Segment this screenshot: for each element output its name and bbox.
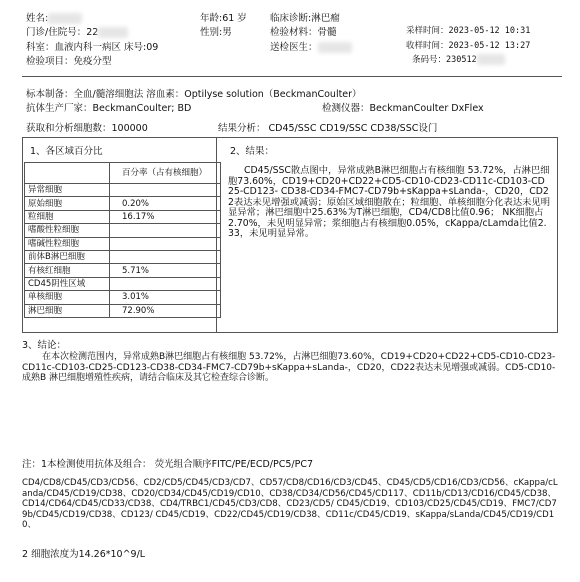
section-box-bottom: [22, 332, 558, 333]
table-row: [25, 291, 221, 304]
sender-doctor-label: [270, 39, 352, 53]
row-value: [110, 224, 221, 237]
row-name: 嗜碱性粒细胞: [25, 237, 110, 250]
test-item-label: 检验项目：免疫分型: [26, 56, 112, 67]
section-box-left: [22, 137, 23, 333]
row-name: CD45阴性区域: [25, 277, 110, 290]
row-name: 原始细胞: [25, 197, 110, 210]
conclusion-paragraph: 在本次检测范围内，异常成熟B淋巴细胞占有核细胞 53.72%，占淋巴细胞73.60%，CD19+CD20+CD22+CD5-CD10-CD23-CD11c-CD103-CD25-CD123-CD38-CD34-FMC7-CD79b+sKappa+sLanda-，CD20，CD22表达未见增强或减弱。CD5-CD10-成熟B 淋巴细胞增殖性疾病，请结合临床及其它检查综合诊断。: [22, 352, 556, 383]
row-name: 粒细胞: [25, 210, 110, 223]
table-row: [25, 304, 221, 317]
analysis-line: 结果分析： CD45/SSC CD19/SSC CD38/SSC设门: [218, 123, 438, 134]
row-name: 异常细胞: [25, 184, 110, 197]
table-header-cell: 百分率（占有核细胞）: [110, 163, 221, 184]
sample-prep-line: 标本制备：全血/髓溶细胞法 溶血素：Optilyse solution（BeckmanCoulter）: [26, 89, 362, 100]
table-header-empty-cell: [25, 163, 110, 184]
row-value: 3.01%: [110, 291, 221, 304]
row-value: [110, 237, 221, 250]
material-label: 检验材料：骨髓: [270, 27, 337, 38]
region-percentage-table: [24, 162, 221, 318]
table-row: [25, 210, 221, 223]
table-row: [25, 237, 221, 250]
collect-time-label: 采样时间：2023-05-12 10:31: [406, 26, 531, 36]
row-value: [110, 277, 221, 290]
id-label-text: 门诊/住院号：22: [26, 27, 99, 38]
table-row: [25, 264, 221, 277]
row-name: 淋巴细胞: [25, 304, 110, 317]
row-name: 嗜酸性粒细胞: [25, 224, 110, 237]
results-paragraph: CD45/SSC散点图中，异常成熟B淋巴细胞占有核细胞 53.72%，占淋巴细胞73.60%，CD19+CD20+CD22+CD5-CD10-CD23-CD11c-CD103-CD25-CD123- CD38-CD34-FMC7-CD79b+sKappa+sLanda-，CD20，CD22表达未见增强或减弱；原始区域细胞散在；粒细胞、单核细胞分化表达未见明显异常；淋巴细胞中25.63%为T淋巴细胞，CD4/CD8比值0.96； NK细胞占2.70%，未见明显异常；浆细胞占有核细胞0.05%，cKappa/cLamda比值2.33，未见明显异常。: [228, 165, 551, 239]
barcode-text: 条码号：230512: [412, 55, 477, 65]
note1-title: 注：1本检测使用抗体及组合： 荧光组合顺序FITC/PE/ECD/PC5/PC7: [22, 459, 314, 470]
table-row: [25, 250, 221, 263]
redacted-id: [98, 27, 128, 38]
note2-cell-concentration: 2 细胞浓度为14.26*10^9/L: [22, 549, 146, 560]
row-value: 72.90%: [110, 304, 221, 317]
redacted-barcode: [477, 54, 505, 65]
table-row: [25, 277, 221, 290]
table-header-row: [25, 163, 221, 184]
header-divider: [22, 76, 562, 77]
diagnosis-label: 临床诊断:淋巴瘤: [270, 13, 340, 24]
section-box-right: [557, 137, 558, 333]
age-label: 年龄:61 岁: [200, 13, 247, 24]
row-name: 单核细胞: [25, 291, 110, 304]
row-name: 有核红细胞: [25, 264, 110, 277]
sender-label-text: 送检医生：: [270, 42, 318, 53]
barcode-label: [412, 53, 505, 65]
table-row: [25, 184, 221, 197]
redacted-doctor: [318, 42, 352, 53]
row-name: 前体B淋巴细胞: [25, 250, 110, 263]
table-row: [25, 197, 221, 210]
row-value: 16.17%: [110, 210, 221, 223]
row-value: 0.20%: [110, 197, 221, 210]
cells-count-line: 获取和分析细胞数：100000: [26, 123, 148, 134]
name-label-text: 姓名:: [26, 13, 49, 24]
section-box-top: [22, 137, 558, 138]
section1-title: 1、各区域百分比: [30, 146, 103, 157]
antibody-maker-line: 抗体生产厂家：BeckmanCoulter; BD: [26, 103, 192, 114]
row-value: [110, 184, 221, 197]
row-value: [110, 250, 221, 263]
instrument-line: 检测仪器：BeckmanCoulter DxFlex: [322, 103, 484, 114]
patient-id-label: [26, 24, 128, 38]
department-label: 科室：血液内科一病区 床号:09: [26, 42, 159, 53]
receive-time-label: 收样时间：2023-05-12 13:27: [406, 41, 531, 51]
section2-title: 2、结果：: [230, 146, 275, 157]
note1-antibody-list: CD4/CD8/CD45/CD3/CD56、CD2/CD5/CD45/CD3/CD7、CD57/CD8/CD16/CD3/CD45、CD45/CD5/CD16/CD3/CD56、cKappa/cLanda/CD45/CD19/CD38、CD20/CD34/CD45/CD19/CD10、CD38/CD34/CD56/CD45/CD117、CD11b/CD13/CD16/CD45/CD38、CD14/CD64/CD45/CD33/CD38、CD4/TRBC1/CD45/CD3/CD8、CD23/CD5/ CD45/CD19、CD103/CD25/CD45/CD19、FMC7/CD79b/CD45/CD19/CD38、CD123/ CD45/CD19、CD22/CD45/CD19/CD38、CD11c/CD45/CD19、sKappa/sLanda/CD45/CD19/CD10、: [22, 478, 558, 530]
table-row: [25, 224, 221, 237]
redacted-name: [48, 13, 82, 24]
gender-label: 性别:男: [200, 27, 232, 38]
row-value: 5.71%: [110, 264, 221, 277]
section3-title: 3、结论：: [22, 340, 67, 351]
patient-name-label: [26, 10, 82, 24]
